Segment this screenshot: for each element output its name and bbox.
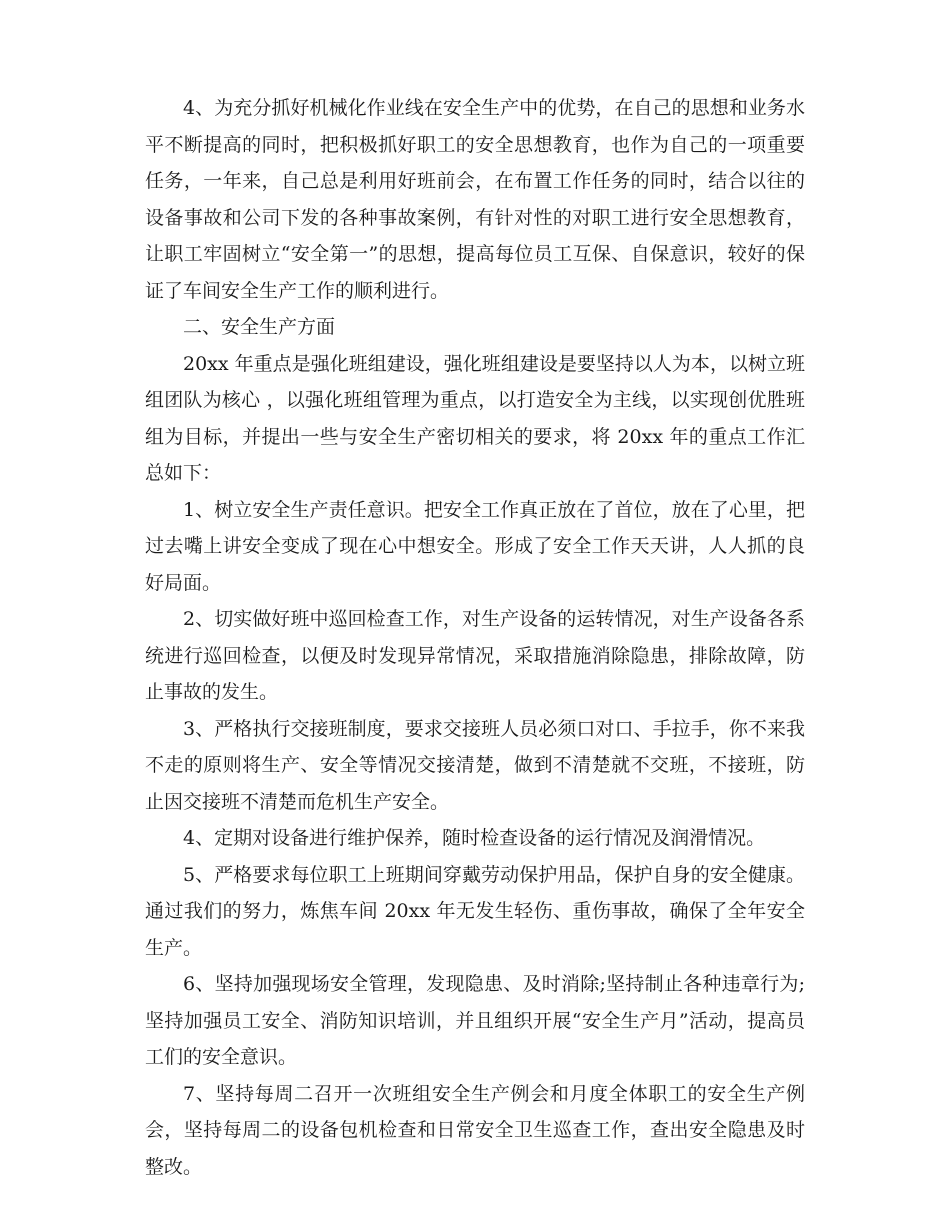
paragraph-item-1: 1、树立安全生产责任意识。把安全工作真正放在了首位，放在了心里，把过去嘴上讲安全变成了现在心中想安全。形成了安全工作天天讲，人人抓的良好局面。 — [145, 498, 805, 594]
paragraph-item-4: 4、定期对设备进行维护保养，随时检查设备的运行情况及润滑情况。 — [183, 827, 766, 849]
paragraph-item-5: 5、严格要求每位职工上班期间穿戴劳动保护用品，保护自身的安全健康。通过我们的努力，炼焦车间 20xx 年无发生轻伤、重伤事故，确保了全年安全生产。 — [145, 863, 805, 959]
paragraph-item-4-safety-education: 4、为充分抓好机械化作业线在安全生产中的优势，在自己的思想和业务水平不断提高的同时，把积极抓好职工的安全思想教育，也作为自己的一项重要任务，一年来，自己总是利用好班前会，在布置工作任务的同时，结合以往的设备事故和公司下发的各种事故案例，有针对性的对职工进行安全思想教育，让职工牢固树立“安全第一”的思想，提高每位员工互保、自保意识，较好的保证了车间安全生产工作的顺利进行。 — [145, 97, 805, 302]
section-heading-safety-production: 二、安全生产方面 — [183, 316, 336, 338]
paragraph-annual-focus: 20xx 年重点是强化班组建设，强化班组建设是要坚持以人为本，以树立班组团队为核心 ，以强化班组管理为重点，以打造安全为主线，以实现创优胜班组为目标，并提出一些与安全生产密切相关的要求，将 20xx 年的重点工作汇总如下： — [145, 352, 805, 484]
paragraph-item-7: 7、坚持每周二召开一次班组安全生产例会和月度全体职工的安全生产例会，坚持每周二的设备包机检查和日常安全卫生巡查工作，查出安全隐患及时整改。 — [145, 1082, 805, 1178]
paragraph-item-2: 2、切实做好班中巡回检查工作，对生产设备的运转情况，对生产设备各系统进行巡回检查，以便及时发现异常情况，采取措施消除隐患，排除故障，防止事故的发生。 — [145, 608, 805, 703]
paragraph-item-6: 6、坚持加强现场安全管理，发现隐患、及时消除;坚持制止各种违章行为;坚持加强员工安全、消防知识培训，并且组织开展“安全生产月”活动，提高员工们的安全意识。 — [145, 973, 805, 1068]
document-body — [145, 90, 805, 1185]
paragraph-item-3: 3、严格执行交接班制度，要求交接班人员必须口对口、手拉手，你不来我不走的原则将生产、安全等情况交接清楚，做到不清楚就不交班，不接班，防止因交接班不清楚而危机生产安全。 — [145, 717, 805, 813]
